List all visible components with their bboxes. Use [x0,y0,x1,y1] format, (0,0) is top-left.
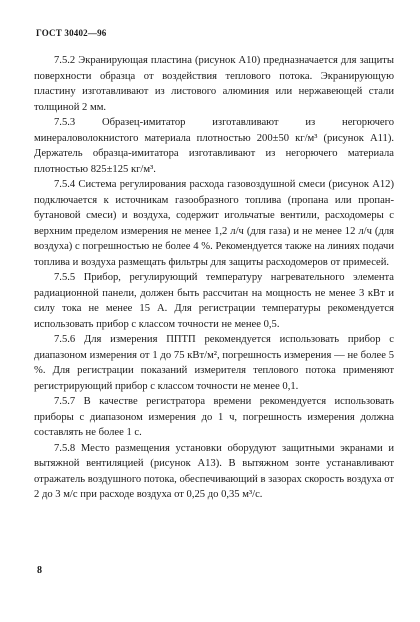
page-number: 8 [37,565,42,576]
paragraph-7-5-5: 7.5.5 Прибор, регулирующий температуру нагревательного элемента радиационной панели, должен быть рассчитан на мощность не менее 3 кВт и силу тока не менее 15 А. Для регистрации температуры рекомендуется использовать прибор с классом точности не менее 0,5. [34,272,394,330]
paragraph-7-5-2: 7.5.2 Экранирующая пластина (рисунок А10) предназначается для защиты поверхности образца от воздействия теплового потока. Экранирующую пластину изготавливают из листового алюминия или нержавеющей стали толщиной 2 мм. [34,55,394,113]
paragraph-7-5-4: 7.5.4 Система регулирования расхода газовоздушной смеси (рисунок А12) подключается к источникам газообразного топлива (пропана или пропан-бутановой смеси) и воздуха, содержит игольчатые вентили, расходомеры с верхним пределом измерения не менее 1,2 л/ч (для газа) и не менее 12 л/ч (для воздуха) с погрешностью не более 4 %. Рекомендуется также на линиях подачи топлива и воздуха размещать фильтры для защиты расходомеров от примесей. [34,179,394,268]
paragraph-7-5-7: 7.5.7 В качестве регистратора времени рекомендуется использовать приборы с диапазоном измерения до 1 ч, погрешность измерения должна составлять не более 1 с. [34,396,394,438]
paragraph-7-5-6: 7.5.6 Для измерения ППТП рекомендуется использовать прибор с диапазоном измерения от 1 до 75 кВт/м², погрешность измерения — не более 5 %. Для регистрации показаний измерителя теплового потока применяют регистрирующий прибор с классом точности не менее 0,1. [34,334,394,392]
paragraph-7-5-8: 7.5.8 Место размещения установки оборудуют защитными экранами и вытяжной вентиляцией (рисунок А13). В вытяжном зонте устанавливают отражатель воздушного потока, обеспечивающий в зазорах скорость воздуха от 2 до 3 м/с при расходе воздуха от 0,25 до 0,35 м³/с. [34,442,394,500]
paragraph-7-5-3: 7.5.3 Образец-имитатор изготавливают из негорючего минераловолокнистого материала плотностью 200±50 кг/м³ (рисунок А11). Держатель образца-имитатора изготавливают из негорючего материала плотностью 825±125 кг/м³. [34,117,394,175]
document-body [34,53,394,503]
document-header: ГОСТ 30402—96 [36,28,107,38]
